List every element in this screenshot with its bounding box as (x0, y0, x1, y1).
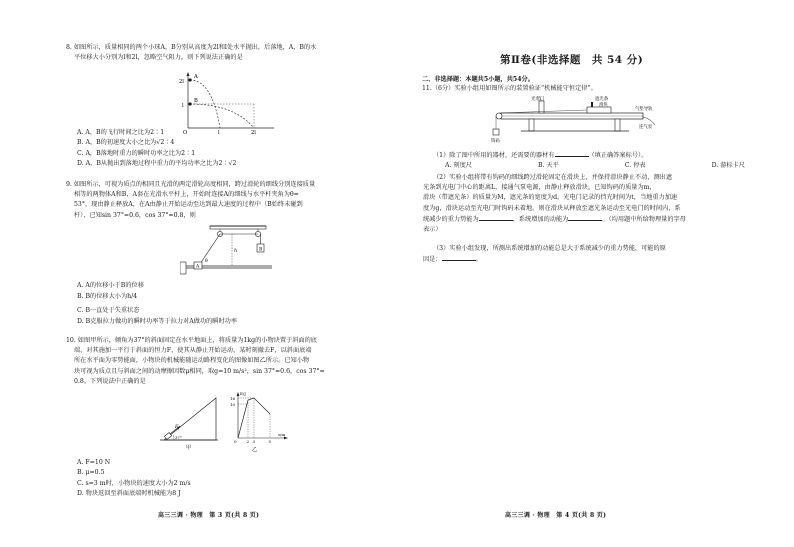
label-x3: 3 (252, 439, 256, 444)
label-10: 10 (230, 402, 236, 407)
hook-weight (493, 129, 499, 135)
q8-option-a: A. A，B的飞行时间之比为2∶1 (77, 129, 165, 136)
q9-option-d: D. B克服拉力做功的瞬时功率等于拉力对A做功的瞬时功率 (77, 318, 238, 326)
choice-b: B. 天平 (537, 162, 559, 169)
q9-option-b: B. B的位移大小为h/4 (77, 293, 138, 301)
q11-part3: （3）实验小组发现，所测出系统增加的动能总是大于系统减少的重力势能，可能的原 因是： 。 (423, 245, 666, 264)
label-ej: E/J (240, 391, 246, 396)
q9-stem: 9. 如图所示，可视为质点的相同且光滑的两定滑轮高度相同，跨过滑轮的细线分别连接质量 相等的两物体A和B，A套在光滑水平杆上，开始时连接A的细线与水平杆夹角为θ= 53°，现由静止释放A，在A由静止开始运动至达到最大速度的过程中（B始终未碰到 杆），已知sin 37°=0.6，cos 37°=0.8，则 (66, 181, 316, 219)
label-2l-x: 2l (251, 130, 256, 136)
label-a: A (194, 74, 198, 80)
right-page-footer: 高三三调 · 物理 第 4 页(共 8 页) (505, 512, 607, 519)
q10-option-d: D. 物块返回至斜面底端时机械能为8 J (77, 490, 181, 498)
q9-figure (180, 224, 276, 276)
q10-option-b: B. μ=0.5 (77, 469, 105, 477)
q9-option-a: A. A的位移小于B的位移 (77, 282, 144, 289)
q8-figure (176, 70, 276, 136)
label-0: 0 (234, 439, 237, 444)
label-37deg: 37° (175, 435, 182, 440)
choice-a: A. 刻度尺 (445, 162, 472, 169)
label-l-x: l (218, 130, 220, 136)
q10-stem: 10. 如图甲所示，倾角为37°的斜面固定在水平地面上，将质量为1kg的小物块置于斜面的底 端，对其施加一平行于斜面的恒力F，使其从静止开始运动，某时刻撤去F，以斜面底端 所在水平面为零势能面，小物块的机械能随运动路程变化的图像如图乙所示。已知小物 块可视为质点且与斜面之间的动摩擦因数μ相同，取g=10 m/s²，sin 37°=0.6，cos 37°= 0.8。下列说法中正确的是 (66, 337, 325, 385)
shade-bar (591, 102, 593, 107)
q10-options (77, 458, 191, 500)
label-photogate: 光电门 (531, 97, 545, 102)
photogate (539, 101, 544, 113)
left-page-footer: 高三三调 · 物理 第 3 页(共 8 页) (158, 512, 260, 519)
answer-blank-2[interactable] (479, 214, 513, 221)
label-sm: s/m (278, 432, 286, 437)
label-h: h (234, 248, 238, 254)
label-shade: 遮光条 (595, 97, 609, 102)
q8-option-d: D. A，B从抛出到落地过程中重力的平均功率之比为2∶√2 (77, 160, 237, 168)
label-force: F (175, 425, 179, 430)
q8-stem: 8. 如图所示，质量相同的两个小球A，B分别从高度为2l和l处水平抛出，后落地，A，B的水 平位移大小分别为l和2l，忽略空气阻力，则下列说法正确的是 (66, 44, 317, 62)
label-pump: 连气泵 (639, 125, 653, 130)
q11-choices (445, 161, 745, 171)
label-2l-y: 2l (179, 79, 184, 85)
q11-stem: 11.（6分）实验小组用如图所示的装置验证“机械能守恒定律”。 (422, 85, 597, 92)
q10-figure-a (158, 394, 220, 450)
answer-blank-4[interactable] (442, 254, 476, 261)
choice-d: D. 游标卡尺 (711, 162, 745, 169)
right-page (397, 0, 794, 547)
choice-c: C. 停表 (624, 162, 646, 169)
q8-options (77, 128, 236, 170)
label-x2: 2 (246, 439, 250, 444)
q9-options (77, 280, 237, 328)
section-heading: 二、非选择题：本题共5小题，共54分。 (422, 76, 534, 83)
label-b: B (194, 98, 198, 104)
label-rail: 气垫导轨 (635, 107, 653, 112)
q8-option-c: C. A，B落地时重力的瞬时功率之比为2∶1 (77, 149, 196, 157)
section-title: 第Ⅱ卷(非选择题 共 54 分) (500, 54, 644, 66)
label-fig-b: 乙 (252, 447, 258, 452)
label-obj-a: A (196, 264, 200, 270)
label-obj-b: B (259, 247, 263, 253)
answer-blank-1[interactable] (555, 150, 589, 157)
answer-blank-3[interactable] (568, 214, 602, 221)
label-l-y: l (182, 103, 184, 109)
label-weight: 钩码 (491, 139, 500, 144)
q10-figure-b (226, 390, 290, 452)
label-o: O (183, 130, 188, 136)
label-16: 16 (230, 396, 236, 401)
label-theta: θ (205, 259, 208, 264)
label-fig-a: 甲 (186, 445, 192, 450)
label-slider: 滑块 (599, 103, 608, 108)
q10-option-a: A. F=10 N (77, 459, 111, 466)
q9-option-c: C. B一直处于失重状态 (77, 307, 140, 315)
q11-part2: （2）实验小组将带有钩码的细线跨过滑轮固定在滑块上，并保持滑块静止不动，测出遮 光条到光电门中心的距离L，接通气泵电源，由静止释放滑块。已知钩码的质量为m， 滑块（带遮光条）的质量为M，遮光条的宽度为d，光电门记录的挡光时间为t，当地重力加速 度为g，滑块运动至光电门时钩码未着地。则在滑块从释放至遮光条运动至光电门的时间内，系 统减少的重力势能为 ，系统增加的动能为 。（均用题中所给物理量的字母 表示） (423, 174, 686, 234)
q11-part1: （1）除了图中所用的器材，还需要的器材有 （填正确答案标号）。 (433, 152, 648, 159)
q10-option-c: C. s=3 m时，小物块的速度大小为2 m/s (77, 479, 191, 487)
q11-apparatus (491, 95, 669, 145)
q8-option-b: B. A，B的初速度大小之比为√2∶4 (77, 139, 175, 147)
label-x5: 5 (268, 439, 272, 444)
